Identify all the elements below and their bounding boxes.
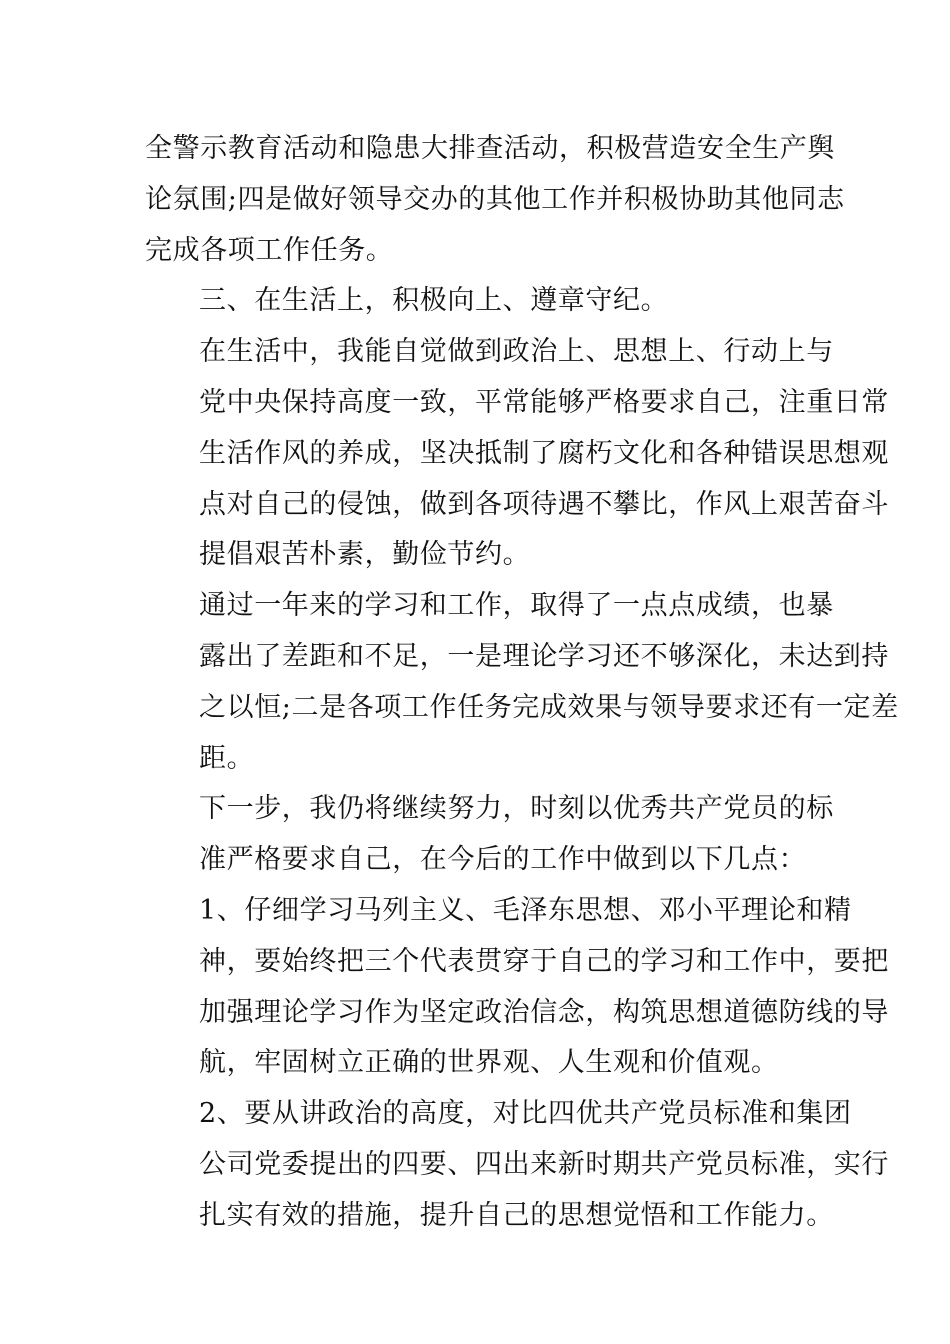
text-line: 2、要从讲政治的高度，对比四优共产党员标准和集团 xyxy=(199,1098,852,1130)
text-line: 在生活中，我能自觉做到政治上、思想上、行动上与 xyxy=(199,336,834,368)
text-line: 距。 xyxy=(199,742,255,774)
document-body xyxy=(145,124,899,1242)
text-line: 航，牢固树立正确的世界观、人生观和价值观。 xyxy=(199,1047,779,1079)
text-line: 提倡艰苦朴素，勤俭节约。 xyxy=(199,539,531,571)
text-line: 公司党委提出的四要、四出来新时期共产党员标准，实行 xyxy=(199,1148,889,1180)
list-item-2 xyxy=(145,1089,889,1241)
text-line: 露出了差距和不足，一是理论学习还不够深化，未达到持 xyxy=(199,640,889,672)
text-line: 完成各项工作任务。 xyxy=(145,234,394,266)
text-line: 下一步，我仍将继续努力，时刻以优秀共产党员的标 xyxy=(199,793,834,825)
text-line: 准严格要求自己，在今后的工作中做到以下几点： xyxy=(199,844,807,876)
text-line: 党中央保持高度一致，平常能够严格要求自己，注重日常 xyxy=(199,386,889,418)
paragraph-life-conduct xyxy=(145,327,889,581)
text-line: 加强理论学习作为坚定政治信念，构筑思想道德防线的导 xyxy=(199,996,889,1028)
text-line: 三、在生活上，积极向上、遵章守纪。 xyxy=(199,285,669,317)
text-line: 通过一年来的学习和工作，取得了一点点成绩，也暴 xyxy=(199,590,834,622)
paragraph-safety-activities xyxy=(145,124,845,276)
text-line: 神，要始终把三个代表贯穿于自己的学习和工作中，要把 xyxy=(199,945,889,977)
text-line: 1、仔细学习马列主义、毛泽东思想、邓小平理论和精 xyxy=(199,894,852,926)
section-heading-life xyxy=(145,276,805,327)
paragraph-next-steps xyxy=(145,784,834,886)
text-line: 生活作风的养成，坚决抵制了腐朽文化和各种错误思想观 xyxy=(199,437,889,469)
text-line: 扎实有效的措施，提升自己的思想觉悟和工作能力。 xyxy=(199,1199,834,1231)
paragraph-shortcomings xyxy=(145,581,899,784)
text-line: 之以恒;二是各项工作任务完成效果与领导要求还有一定差 xyxy=(199,691,899,723)
text-line: 全警示教育活动和隐患大排查活动，积极营造安全生产舆 xyxy=(145,133,835,164)
text-line: 论氛围;四是做好领导交办的其他工作并积极协助其他同志 xyxy=(145,183,845,215)
text-line: 点对自己的侵蚀，做到各项待遇不攀比，作风上艰苦奋斗 xyxy=(199,488,889,520)
list-item-1 xyxy=(145,886,889,1089)
